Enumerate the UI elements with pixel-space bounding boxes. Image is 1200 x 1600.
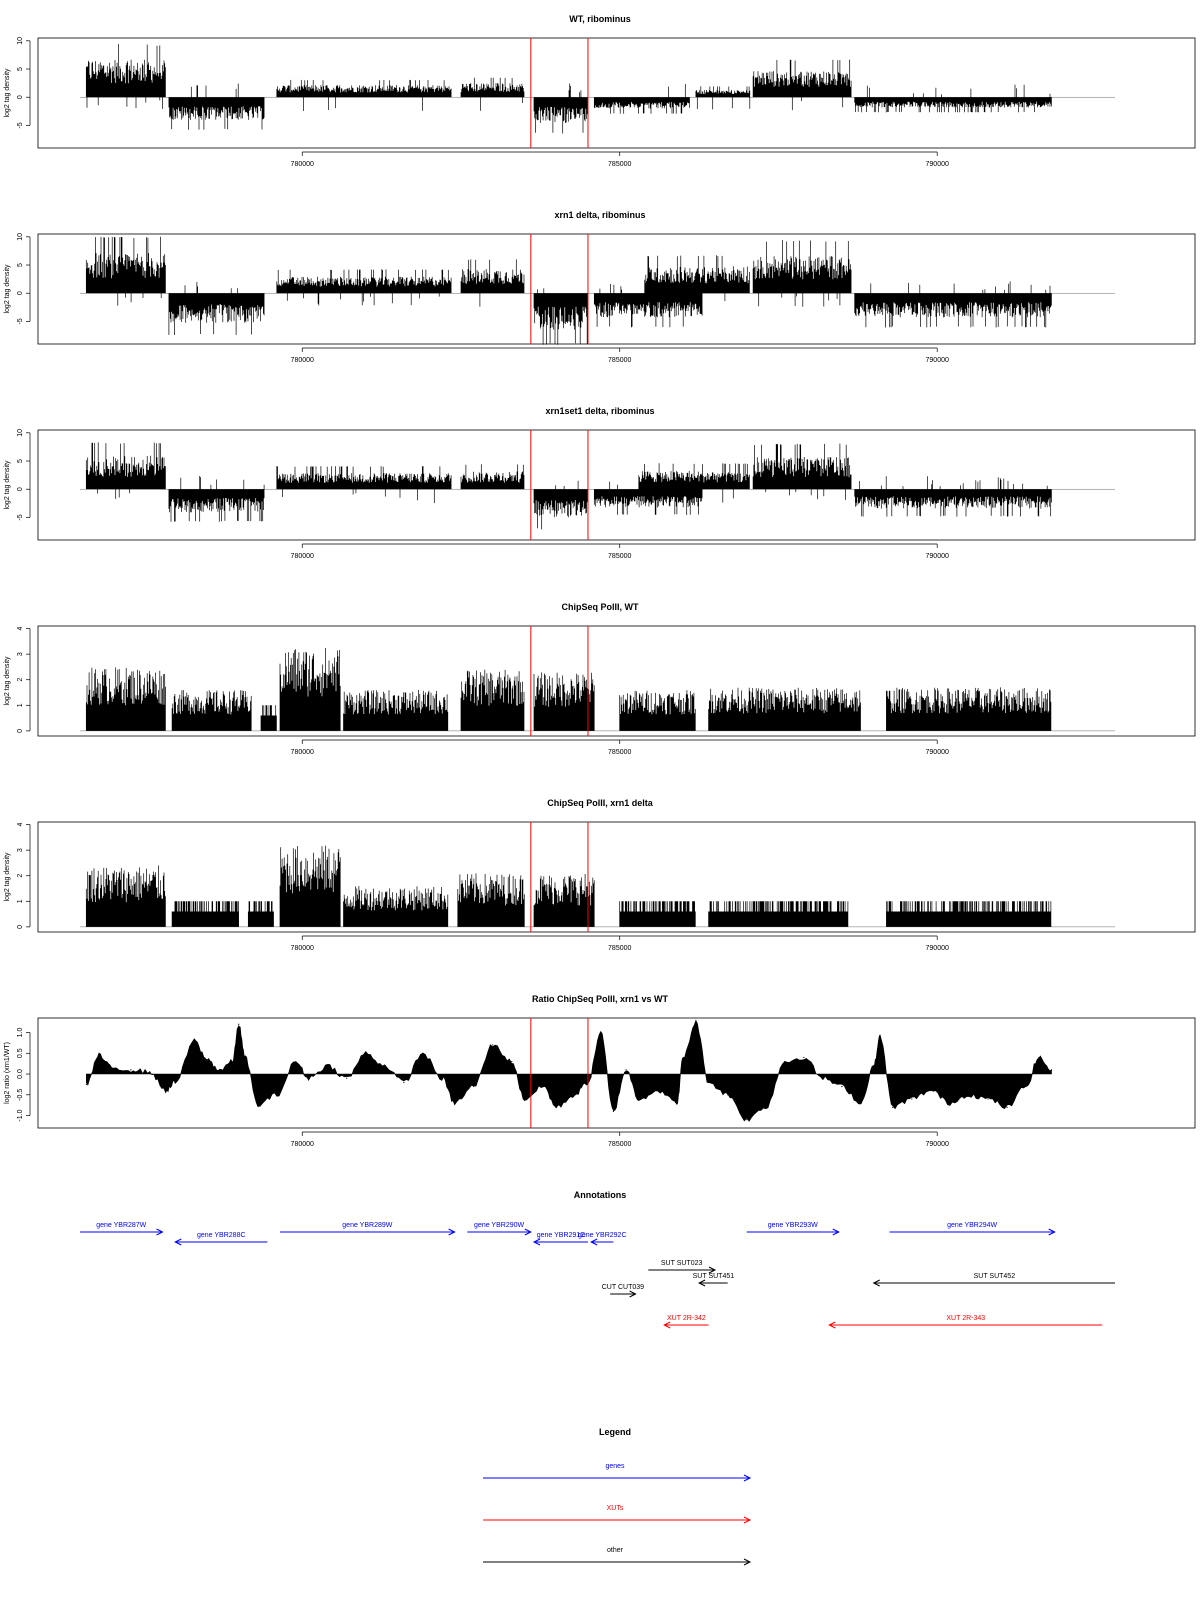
feature-label: SUT SUT023 xyxy=(660,1260,703,1267)
x-tick-label: 780000 xyxy=(290,1141,314,1148)
data-point xyxy=(879,1036,880,1037)
y-tick-label: 5 xyxy=(17,459,24,463)
data-point xyxy=(295,1061,296,1062)
data-point xyxy=(86,1084,87,1085)
data-point xyxy=(727,1094,728,1095)
y-tick-label: 0 xyxy=(17,728,24,733)
feature-label: XUT 2R-342 xyxy=(667,1315,706,1322)
feature-label: gene YBR288C xyxy=(197,1232,246,1239)
feature-label: gene YBR292C xyxy=(577,1232,627,1239)
y-axis-label: log2 tag density xyxy=(4,460,11,510)
chart-title: xrn1set1 delta, ribominus xyxy=(545,406,655,416)
chart-panel-2 xyxy=(4,210,1195,364)
data-point xyxy=(949,1102,950,1103)
data-point xyxy=(422,1053,423,1054)
data-point xyxy=(308,1078,309,1079)
x-tick-label: 785000 xyxy=(608,945,632,952)
feature-label: XUT 2R-343 xyxy=(946,1315,986,1322)
feature-label: gene YBR287W xyxy=(96,1222,147,1229)
y-tick-label: 3 xyxy=(17,652,24,657)
data-point xyxy=(149,1071,150,1072)
data-point xyxy=(175,1082,176,1083)
data-point xyxy=(683,1057,684,1058)
x-tick-label: 790000 xyxy=(925,553,949,560)
chart-title: Ratio ChipSeq PolII, xrn1 vs WT xyxy=(531,994,669,1004)
chart-title: ChipSeq PolII, xrn1 delta xyxy=(547,798,653,808)
series-bars xyxy=(86,237,1051,345)
y-tick-label: 0.5 xyxy=(17,1048,24,1059)
y-tick-label: 0 xyxy=(17,291,24,296)
data-point xyxy=(219,1069,220,1070)
y-tick-label: 5 xyxy=(17,263,24,267)
series-area xyxy=(86,1020,1051,1121)
x-tick-label: 780000 xyxy=(290,553,314,560)
data-point xyxy=(98,1055,99,1056)
data-point xyxy=(1038,1057,1039,1058)
plot-frame xyxy=(38,234,1195,344)
data-point xyxy=(365,1053,366,1054)
data-point xyxy=(346,1078,347,1079)
y-tick-label: 10 xyxy=(17,232,24,241)
x-tick-label: 785000 xyxy=(608,749,632,756)
y-axis-label: log2 tag density xyxy=(4,656,11,706)
x-tick-label: 785000 xyxy=(608,357,632,364)
data-point xyxy=(556,1107,557,1108)
data-point xyxy=(873,1065,874,1066)
y-tick-label: 5 xyxy=(17,67,24,71)
legend-item-label: genes xyxy=(605,1463,625,1470)
data-point xyxy=(784,1061,785,1062)
feature-label: gene YBR293W xyxy=(767,1222,818,1229)
data-point xyxy=(165,1090,166,1091)
data-point xyxy=(708,1082,709,1083)
data-point xyxy=(473,1086,474,1087)
data-point xyxy=(765,1107,766,1108)
x-tick-label: 790000 xyxy=(925,357,949,364)
y-tick-label: -0.5 xyxy=(17,1088,24,1101)
y-tick-label: -5 xyxy=(17,514,24,521)
data-point xyxy=(194,1040,195,1041)
chart-title: WT, ribominus xyxy=(569,14,631,24)
plot-frame xyxy=(38,38,1195,148)
data-point xyxy=(1051,1069,1052,1070)
feature-label: gene YBR291C xyxy=(536,1232,586,1239)
data-point xyxy=(968,1094,969,1095)
data-point xyxy=(492,1044,493,1045)
x-tick-label: 780000 xyxy=(290,749,314,756)
data-point xyxy=(803,1057,804,1058)
y-tick-label: 0 xyxy=(17,924,24,929)
y-axis-label: log2 ratio (xrn1/WT) xyxy=(4,1042,11,1104)
data-point xyxy=(232,1061,233,1062)
y-tick-label: 1.0 xyxy=(17,1027,24,1038)
series-bars xyxy=(86,846,1051,927)
series-bars xyxy=(86,44,1051,134)
series-bars xyxy=(86,648,1051,731)
data-point xyxy=(625,1069,626,1070)
data-point xyxy=(911,1098,912,1099)
data-point xyxy=(403,1082,404,1083)
chart-panel-3 xyxy=(4,406,1195,560)
y-tick-label: 2 xyxy=(17,873,24,878)
data-point xyxy=(441,1078,442,1079)
data-point xyxy=(384,1065,385,1066)
data-point xyxy=(676,1102,677,1103)
legend-item-label: XUTs xyxy=(606,1505,624,1512)
y-tick-label: 10 xyxy=(17,428,24,437)
data-point xyxy=(841,1086,842,1087)
y-tick-label: 10 xyxy=(17,36,24,45)
data-point xyxy=(276,1094,277,1095)
chart-title: ChipSeq PolII, WT xyxy=(561,602,639,612)
x-tick-label: 790000 xyxy=(925,161,949,168)
data-point xyxy=(600,1032,601,1033)
x-tick-label: 790000 xyxy=(925,945,949,952)
y-tick-label: 4 xyxy=(17,822,24,827)
y-tick-label: 4 xyxy=(17,626,24,631)
y-tick-label: -5 xyxy=(17,318,24,325)
data-point xyxy=(244,1057,245,1058)
plot-frame xyxy=(38,430,1195,540)
y-tick-label: -1.0 xyxy=(17,1109,24,1122)
data-point xyxy=(1006,1107,1007,1108)
data-point xyxy=(575,1094,576,1095)
y-tick-label: 0.0 xyxy=(17,1069,24,1079)
data-point xyxy=(524,1098,525,1099)
series-bars xyxy=(86,442,1051,529)
x-tick-label: 785000 xyxy=(608,161,632,168)
data-point xyxy=(511,1061,512,1062)
data-point xyxy=(111,1067,112,1068)
data-point xyxy=(638,1098,639,1099)
feature-label: gene YBR294W xyxy=(947,1222,998,1229)
legend-title: Legend xyxy=(598,1427,632,1437)
chart-panel-5 xyxy=(4,798,1195,952)
feature-label: CUT CUT039 xyxy=(601,1284,645,1291)
feature-label: gene YBR289W xyxy=(342,1222,393,1229)
y-axis-label: log2 tag density xyxy=(4,852,11,902)
data-point xyxy=(1026,1086,1027,1087)
data-point xyxy=(454,1102,455,1103)
data-point xyxy=(930,1090,931,1091)
data-point xyxy=(987,1098,988,1099)
feature-label: SUT SUT452 xyxy=(973,1273,1016,1280)
data-point xyxy=(860,1102,861,1103)
data-point xyxy=(695,1022,696,1023)
feature-label: SUT SUT451 xyxy=(692,1273,735,1280)
chart-panel-6 xyxy=(4,994,1195,1148)
y-axis-label: log2 tag density xyxy=(4,68,11,118)
annotations-title: Annotations xyxy=(573,1190,627,1200)
y-axis-label: log2 tag density xyxy=(4,264,11,314)
chart-panel-4 xyxy=(4,602,1195,756)
chart-panel-1 xyxy=(4,14,1195,168)
x-tick-label: 780000 xyxy=(290,161,314,168)
data-point xyxy=(257,1105,258,1106)
annotations-panel xyxy=(80,1190,1115,1328)
data-point xyxy=(746,1119,747,1120)
x-tick-label: 785000 xyxy=(608,1141,632,1148)
legend-panel xyxy=(483,1427,750,1565)
data-point xyxy=(327,1065,328,1066)
y-tick-label: 0 xyxy=(17,95,24,100)
data-point xyxy=(822,1078,823,1079)
data-point xyxy=(892,1107,893,1108)
data-point xyxy=(543,1086,544,1087)
y-tick-label: -5 xyxy=(17,122,24,129)
data-point xyxy=(238,1024,239,1025)
x-tick-label: 780000 xyxy=(290,945,314,952)
data-point xyxy=(613,1111,614,1112)
x-tick-label: 790000 xyxy=(925,749,949,756)
y-tick-label: 3 xyxy=(17,848,24,853)
y-tick-label: 0 xyxy=(17,487,24,492)
y-tick-label: 1 xyxy=(17,899,24,904)
y-tick-label: 2 xyxy=(17,677,24,682)
legend-item-label: other xyxy=(607,1547,623,1554)
x-tick-label: 785000 xyxy=(608,553,632,560)
chart-title: xrn1 delta, ribominus xyxy=(554,210,646,220)
x-tick-label: 790000 xyxy=(925,1141,949,1148)
feature-label: gene YBR290W xyxy=(474,1222,525,1229)
data-point xyxy=(206,1059,207,1060)
data-point xyxy=(657,1090,658,1091)
y-tick-label: 1 xyxy=(17,703,24,708)
x-tick-label: 780000 xyxy=(290,357,314,364)
data-point xyxy=(130,1069,131,1070)
